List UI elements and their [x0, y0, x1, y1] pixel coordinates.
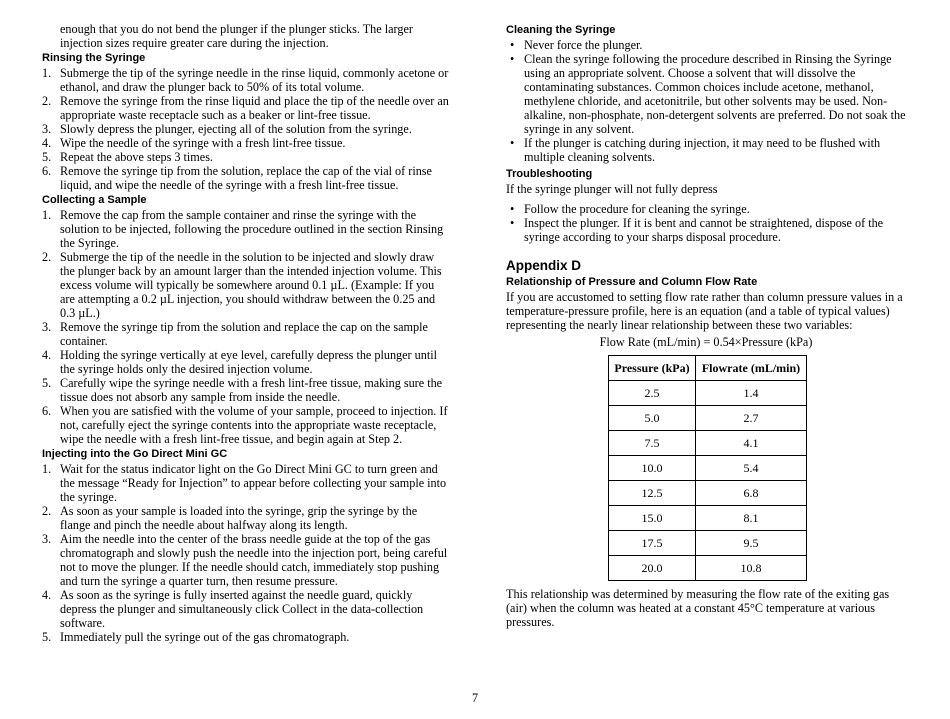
item-number: 4.	[42, 348, 52, 362]
list-item	[42, 66, 450, 94]
table-row	[609, 381, 807, 406]
list-item	[42, 250, 450, 320]
table-header-row	[609, 356, 807, 381]
item-number: 3.	[42, 122, 52, 136]
left-column	[42, 22, 450, 644]
list-item	[42, 320, 450, 348]
table-row	[609, 531, 807, 556]
item-number: 5.	[42, 630, 52, 644]
pressure-cell: 10.0	[609, 456, 696, 481]
cleaning-heading: Cleaning the Syringe	[506, 24, 616, 36]
item-number: 2.	[42, 94, 52, 108]
item-text: Submerge the tip of the syringe needle in the rinse liquid, commonly acetone or ethanol, and draw the plunger back to 50% of its total volume.	[60, 66, 449, 94]
appendix-outro: This relationship was determined by measuring the flow rate of the exiting gas (air) when the column was heated at a constant 45°C temperature at various pressures.	[506, 587, 890, 629]
item-number: 5.	[42, 150, 52, 164]
item-number: 1.	[42, 462, 52, 476]
list-item	[42, 94, 450, 122]
bullet-item: • Follow the procedure for cleaning the syringe.	[506, 202, 906, 216]
bullet-item: • Never force the plunger.	[506, 38, 906, 52]
item-number: 6.	[42, 164, 52, 178]
table-row	[609, 556, 807, 581]
list-item	[42, 150, 450, 164]
list-item	[42, 588, 450, 630]
injecting-list	[42, 462, 450, 644]
item-text: Carefully wipe the syringe needle with a fresh lint-free tissue, making sure the tissue does not absorb any sample from inside the needle.	[60, 376, 443, 404]
item-number: 1.	[42, 208, 52, 222]
item-text: Repeat the above steps 3 times.	[60, 150, 213, 164]
flowrate-cell: 2.7	[696, 406, 807, 431]
list-item	[42, 136, 450, 150]
flow-equation: Flow Rate (mL/min) = 0.54×Pressure (kPa)	[599, 335, 813, 349]
item-text: Remove the syringe tip from the solution and replace the cap on the sample container.	[60, 320, 428, 348]
list-item	[42, 122, 450, 136]
item-text: Wipe the needle of the syringe with a fresh lint-free tissue.	[60, 136, 346, 150]
item-number: 5.	[42, 376, 52, 390]
table-row	[609, 431, 807, 456]
flowrate-cell: 8.1	[696, 506, 807, 531]
column-header-pressure: Pressure (kPa)	[609, 356, 696, 381]
pressure-cell: 2.5	[609, 381, 696, 406]
intro-paragraph: enough that you do not bend the plunger if the plunger sticks. The larger injection sizes require greater care during the injection.	[60, 22, 413, 50]
item-text: Remove the syringe from the rinse liquid and place the tip of the needle over an appropriate waste receptacle such as a beaker or lint-free tissue.	[60, 94, 449, 122]
item-text: Slowly depress the plunger, ejecting all of the solution from the syringe.	[60, 122, 412, 136]
troubleshooting-intro: If the syringe plunger will not fully depress	[506, 182, 718, 196]
rinsing-heading: Rinsing the Syringe	[42, 52, 146, 64]
appendix-subheading: Relationship of Pressure and Column Flow Rate	[506, 276, 758, 288]
item-number: 6.	[42, 404, 52, 418]
flowrate-cell: 1.4	[696, 381, 807, 406]
collecting-list	[42, 208, 450, 446]
appendix-heading: Appendix D	[506, 258, 582, 273]
pressure-cell: 17.5	[609, 531, 696, 556]
pressure-cell: 15.0	[609, 506, 696, 531]
item-text: Holding the syringe vertically at eye level, carefully depress the plunger until the syringe holds only the desired injection volume.	[60, 348, 438, 376]
list-item	[42, 504, 450, 532]
item-text: Remove the syringe tip from the solution, replace the cap of the vial of rinse liquid, and wipe the needle of the syringe with a fresh lint-free tissue.	[60, 164, 432, 192]
flowrate-cell: 5.4	[696, 456, 807, 481]
list-item	[42, 404, 450, 446]
item-text: Wait for the status indicator light on the Go Direct Mini GC to turn green and the message “Ready for Injection” to appear before collecting your sample into the syringe.	[60, 462, 447, 504]
table-row	[609, 481, 807, 506]
item-text: As soon as your sample is loaded into the syringe, grip the syringe by the flange and pinch the needle about halfway along its length.	[60, 504, 418, 532]
list-item	[42, 164, 450, 192]
item-number: 1.	[42, 66, 52, 80]
pressure-cell: 7.5	[609, 431, 696, 456]
troubleshooting-list	[506, 202, 906, 244]
table-row	[609, 406, 807, 431]
flowrate-cell: 10.8	[696, 556, 807, 581]
pressure-cell: 12.5	[609, 481, 696, 506]
item-text: Immediately pull the syringe out of the gas chromatograph.	[60, 630, 350, 644]
flowrate-cell: 4.1	[696, 431, 807, 456]
flowrate-cell: 6.8	[696, 481, 807, 506]
list-item	[42, 376, 450, 404]
list-item	[42, 462, 450, 504]
item-number: 3.	[42, 532, 52, 546]
item-number: 2.	[42, 504, 52, 518]
cleaning-list	[506, 38, 906, 164]
right-column	[506, 24, 906, 629]
troubleshooting-heading: Troubleshooting	[506, 168, 593, 180]
pressure-cell: 20.0	[609, 556, 696, 581]
bullet-item: • Clean the syringe following the procedure described in Rinsing the Syringe using an appropriate solvent. Choose a solvent that will dissolve the contaminating substances. Common choices include acetone, methanol, methylene chloride, and acetonitrile, but other solvents may be used. Non-alkaline, non-phosphate, non-detergent solvents are preferred. Do not soak the syringe in any solvent.	[506, 52, 906, 136]
injecting-heading: Injecting into the Go Direct Mini GC	[42, 448, 228, 460]
item-number: 2.	[42, 250, 52, 264]
list-item	[42, 348, 450, 376]
list-item	[42, 208, 450, 250]
item-number: 3.	[42, 320, 52, 334]
appendix-intro: If you are accustomed to setting flow rate rather than column pressure values in a temperature-pressure profile, here is an equation (and a table of typical values) representing the nearly linear relationship between these two variables:	[506, 290, 903, 332]
flowrate-cell: 9.5	[696, 531, 807, 556]
bullet-item: • If the plunger is catching during injection, it may need to be flushed with multiple cleaning solvents.	[506, 136, 906, 164]
table-row	[609, 456, 807, 481]
item-text: As soon as the syringe is fully inserted against the needle guard, quickly depress the plunger and simultaneously click Collect in the data-collection software.	[60, 588, 424, 630]
flow-table	[608, 355, 807, 581]
pressure-cell: 5.0	[609, 406, 696, 431]
item-text: Remove the cap from the sample container and rinse the syringe with the solution to be injected, following the procedure outlined in the section Rinsing the Syringe.	[60, 208, 444, 250]
column-header-flowrate: Flowrate (mL/min)	[696, 356, 807, 381]
item-text: Submerge the tip of the needle in the solution to be injected and slowly draw the plunger back by an amount larger than the intended injection volume. This excess volume will typically be somewhere around 0.1 µL. (Example: If you are attempting a 0.2 µL injection, you should withdraw between the 0.25 and 0.3 µL.)	[60, 250, 442, 320]
collecting-heading: Collecting a Sample	[42, 194, 147, 206]
bullet-item: • Inspect the plunger. If it is bent and cannot be straightened, dispose of the syringe according to your sharps disposal procedure.	[506, 216, 906, 244]
item-text: Aim the needle into the center of the brass needle guide at the top of the gas chromatograph and slowly push the needle into the injection port, being careful not to move the plunger. If the needle should catch, immediately stop pushing and turn the syringe a quarter turn, then resume pressure.	[60, 532, 448, 588]
table-row	[609, 506, 807, 531]
item-text: When you are satisfied with the volume of your sample, proceed to injection. If not, carefully eject the syringe contents into the appropriate waste receptacle, wipe the needle with a fresh lint-free tissue, and begin again at Step 2.	[60, 404, 448, 446]
item-number: 4.	[42, 588, 52, 602]
list-item	[42, 532, 450, 588]
list-item	[42, 630, 450, 644]
item-number: 4.	[42, 136, 52, 150]
page-number: 7	[471, 691, 479, 705]
rinsing-list	[42, 66, 450, 192]
